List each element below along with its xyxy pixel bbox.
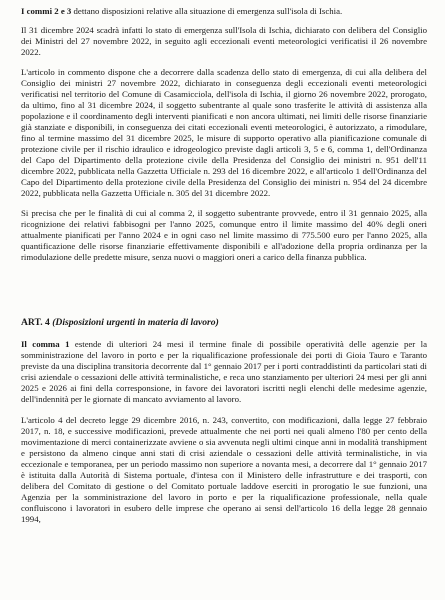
intro-paragraph [21, 6, 427, 17]
clarification-paragraph: Si precisa che per le finalità di cui al comma 2, il soggetto subentrante provvede, entro il 31 gennaio 2025, alla ricognizione dei relativi fabbisogni per l'anno 2025, comunque entro il limite massimo del 40% degli oneri attualmente pianificati per l'anno 2024 e in ogni caso nel limite massimo di 775.500 euro per l'anno 2025, alla quantificazione delle risorse finanziarie effettivamente disponibili e all'adozione della propria ordinanza per la rimodulazione delle predette misure, senza nuovi o maggiori oneri a carico della finanza pubblica. [21, 208, 427, 262]
article-commentary-paragraph: L'articolo in commento dispone che a decorrere dalla scadenza dello stato di emergenza, di cui alla delibera del Consiglio dei ministri 27 novembre 2022, dichiarato in conseguenza degli eccezionali eventi meteorologici verificatisi nel territorio del Comune di Casamicciola, dell'isola di Ischia, il giorno 26 novembre 2022, prorogato, da ultimo, fino al 31 dicembre 2024, il soggetto subentrante al quale sono trasferite le attività di assistenza alla popolazione e il coordinamento degli interventi pianificati e non ancora ultimati, nei limiti delle risorse finanziarie già stanziate e disponibili, in conseguenza dei citati eccezionali eventi meteorologici, è autorizzato, a rimodulare, fino al termine massimo del 31 dicembre 2025, le misure di supporto operativo alla pianificazione comunale di protezione civile per il rischio idraulico e idrogeologico previste dagli articoli 3, 5 e 6, comma 1, dell'Ordinanza del Capo del Dipartimento della protezione civile della Presidenza del Consiglio dei ministri n. 951 dell'11 dicembre 2022, pubblicata nella Gazzetta Ufficiale n. 293 del 16 dicembre 2022, e all'articolo 1 dell'Ordinanza del Capo del Dipartimento della protezione civile della Presidenza del Consiglio dei ministri n. 954 del 24 dicembre 2022, pubblicata nella Gazzetta Ufficiale n. 305 del 31 dicembre 2022. [21, 67, 427, 198]
emergency-expiry-paragraph: Il 31 dicembre 2024 scadrà infatti lo stato di emergenza sull'Isola di Ischia, dichiarato con delibera del Consiglio dei Ministri del 27 novembre 2022, in seguito agli eccezionali eventi meteorologici verificatisi il 26 novembre 2022. [21, 25, 427, 57]
comma-1-paragraph [21, 339, 427, 405]
article-title: (Disposizioni urgenti in materia di lavoro) [52, 317, 219, 328]
article-label: ART. 4 [21, 317, 53, 328]
intro-lead-bold: I commi 2 e 3 [21, 6, 72, 16]
intro-lead-text: dettano disposizioni relative alla situazione di emergenza sull'isola di Ischia. [71, 6, 343, 16]
article-heading [21, 317, 427, 329]
comma-1-text: estende di ulteriori 24 mesi il termine finale di possibile operatività delle agenzie per la somministrazione del lavoro in porto e per la riqualificazione professionale dei porti di Gioia Tauro e Taranto previste da una disciplina transitoria decorrente dal 1° gennaio 2017 per i porti contraddistinti da particolari stati di crisi aziendale o cessazioni delle attività terminalistiche, e reca uno stanziamento per ulteriori 24 mesi per gli anni 2025 e 2026 ai fini della corresponsione, in favore dei lavoratori iscritti negli elenchi delle medesime agenzie, dell'indennità per le giornate di mancato avviamento al lavoro. [21, 339, 427, 404]
comma-1-bold: Il comma 1 [21, 339, 70, 349]
decree-paragraph: L'articolo 4 del decreto legge 29 dicembre 2016, n. 243, convertito, con modificazioni, dalla legge 27 febbraio 2017, n. 18, e successive modificazioni, prevede attualmente che nei porti nei quali almeno l'80 per cento della movimentazione di merci containerizzate avviene o sia avvenuta negli ultimi cinque anni in modalità transhipment e persistono da almeno cinque anni stati di crisi aziendale o cessazioni delle attività terminalistiche, in via eccezionale e temporanea, per un periodo massimo non superiore a novanta mesi, a decorrere dal 1° gennaio 2017 è istituita dalla Autorità di Sistema portuale, d'intesa con il Ministero delle infrastrutture e dei trasporti, con delibera del Comitato di gestione o del Comitato portuale laddove eserciti in prorogatio le sue funzioni, una Agenzia per la somministrazione del lavoro in porto e per la riqualificazione professionale, nella quale confluiscono i lavoratori in esubero delle imprese che operano ai sensi dell'articolo 16 della legge 28 gennaio 1994, [21, 415, 427, 524]
